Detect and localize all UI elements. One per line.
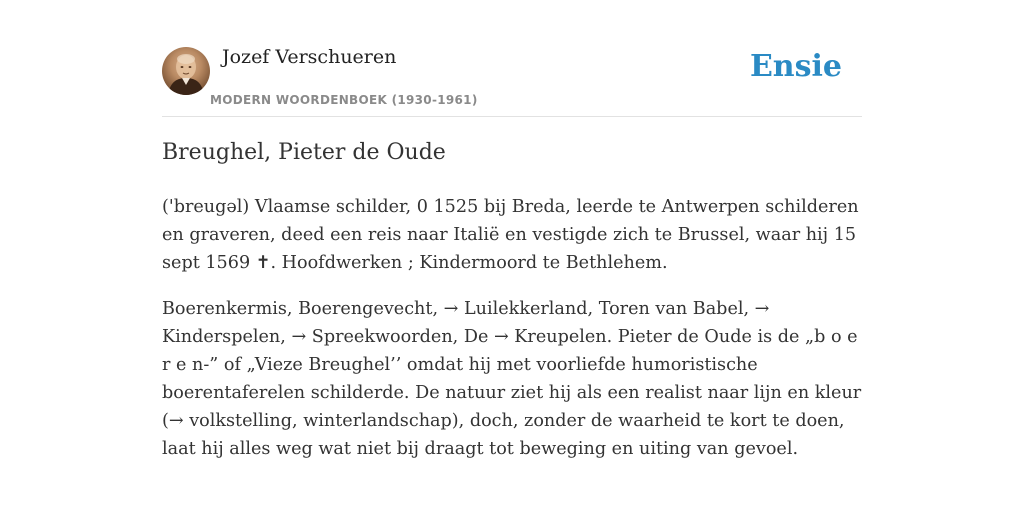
- portrait-icon: [162, 47, 210, 95]
- author-name[interactable]: Jozef Verschueren: [222, 46, 397, 68]
- article-paragraph: Boerenkermis, Boerengevecht, → Luilekkerland, Toren van Babel, → Kinderspelen, → Spreekwoorden, De → Kreupelen. Pieter de Oude is de „b o e r e n-” of „Vieze Breughel’’ omdat hij met voorliefde humoristische boerentaferelen schilderde. De natuur ziet hij als een realist naar lijn en kleur (→ volkstelling, winterlandschap), doch, zonder de waarheid te kort te doen, laat hij alles weg wat niet bij draagt tot beweging en uiting van gevoel.: [162, 299, 862, 459]
- ensie-logo[interactable]: Ensie: [749, 49, 842, 84]
- article-header: [162, 45, 862, 117]
- source-label[interactable]: MODERN WOORDENBOEK (1930-1961): [210, 93, 478, 107]
- article-title: Breughel, Pieter de Oude: [162, 140, 446, 165]
- article-body: [162, 193, 862, 481]
- author-avatar[interactable]: [162, 47, 210, 95]
- article-paragraph: ('breugəl) Vlaamse schilder, 0 1525 bij Breda, leerde te Antwerpen schilderen en graveren, deed een reis naar Italië en vestigde zich te Brussel, waar hij 15 sept 1569 ✝. Hoofdwerken ; Kindermoord te Bethlehem.: [162, 197, 859, 273]
